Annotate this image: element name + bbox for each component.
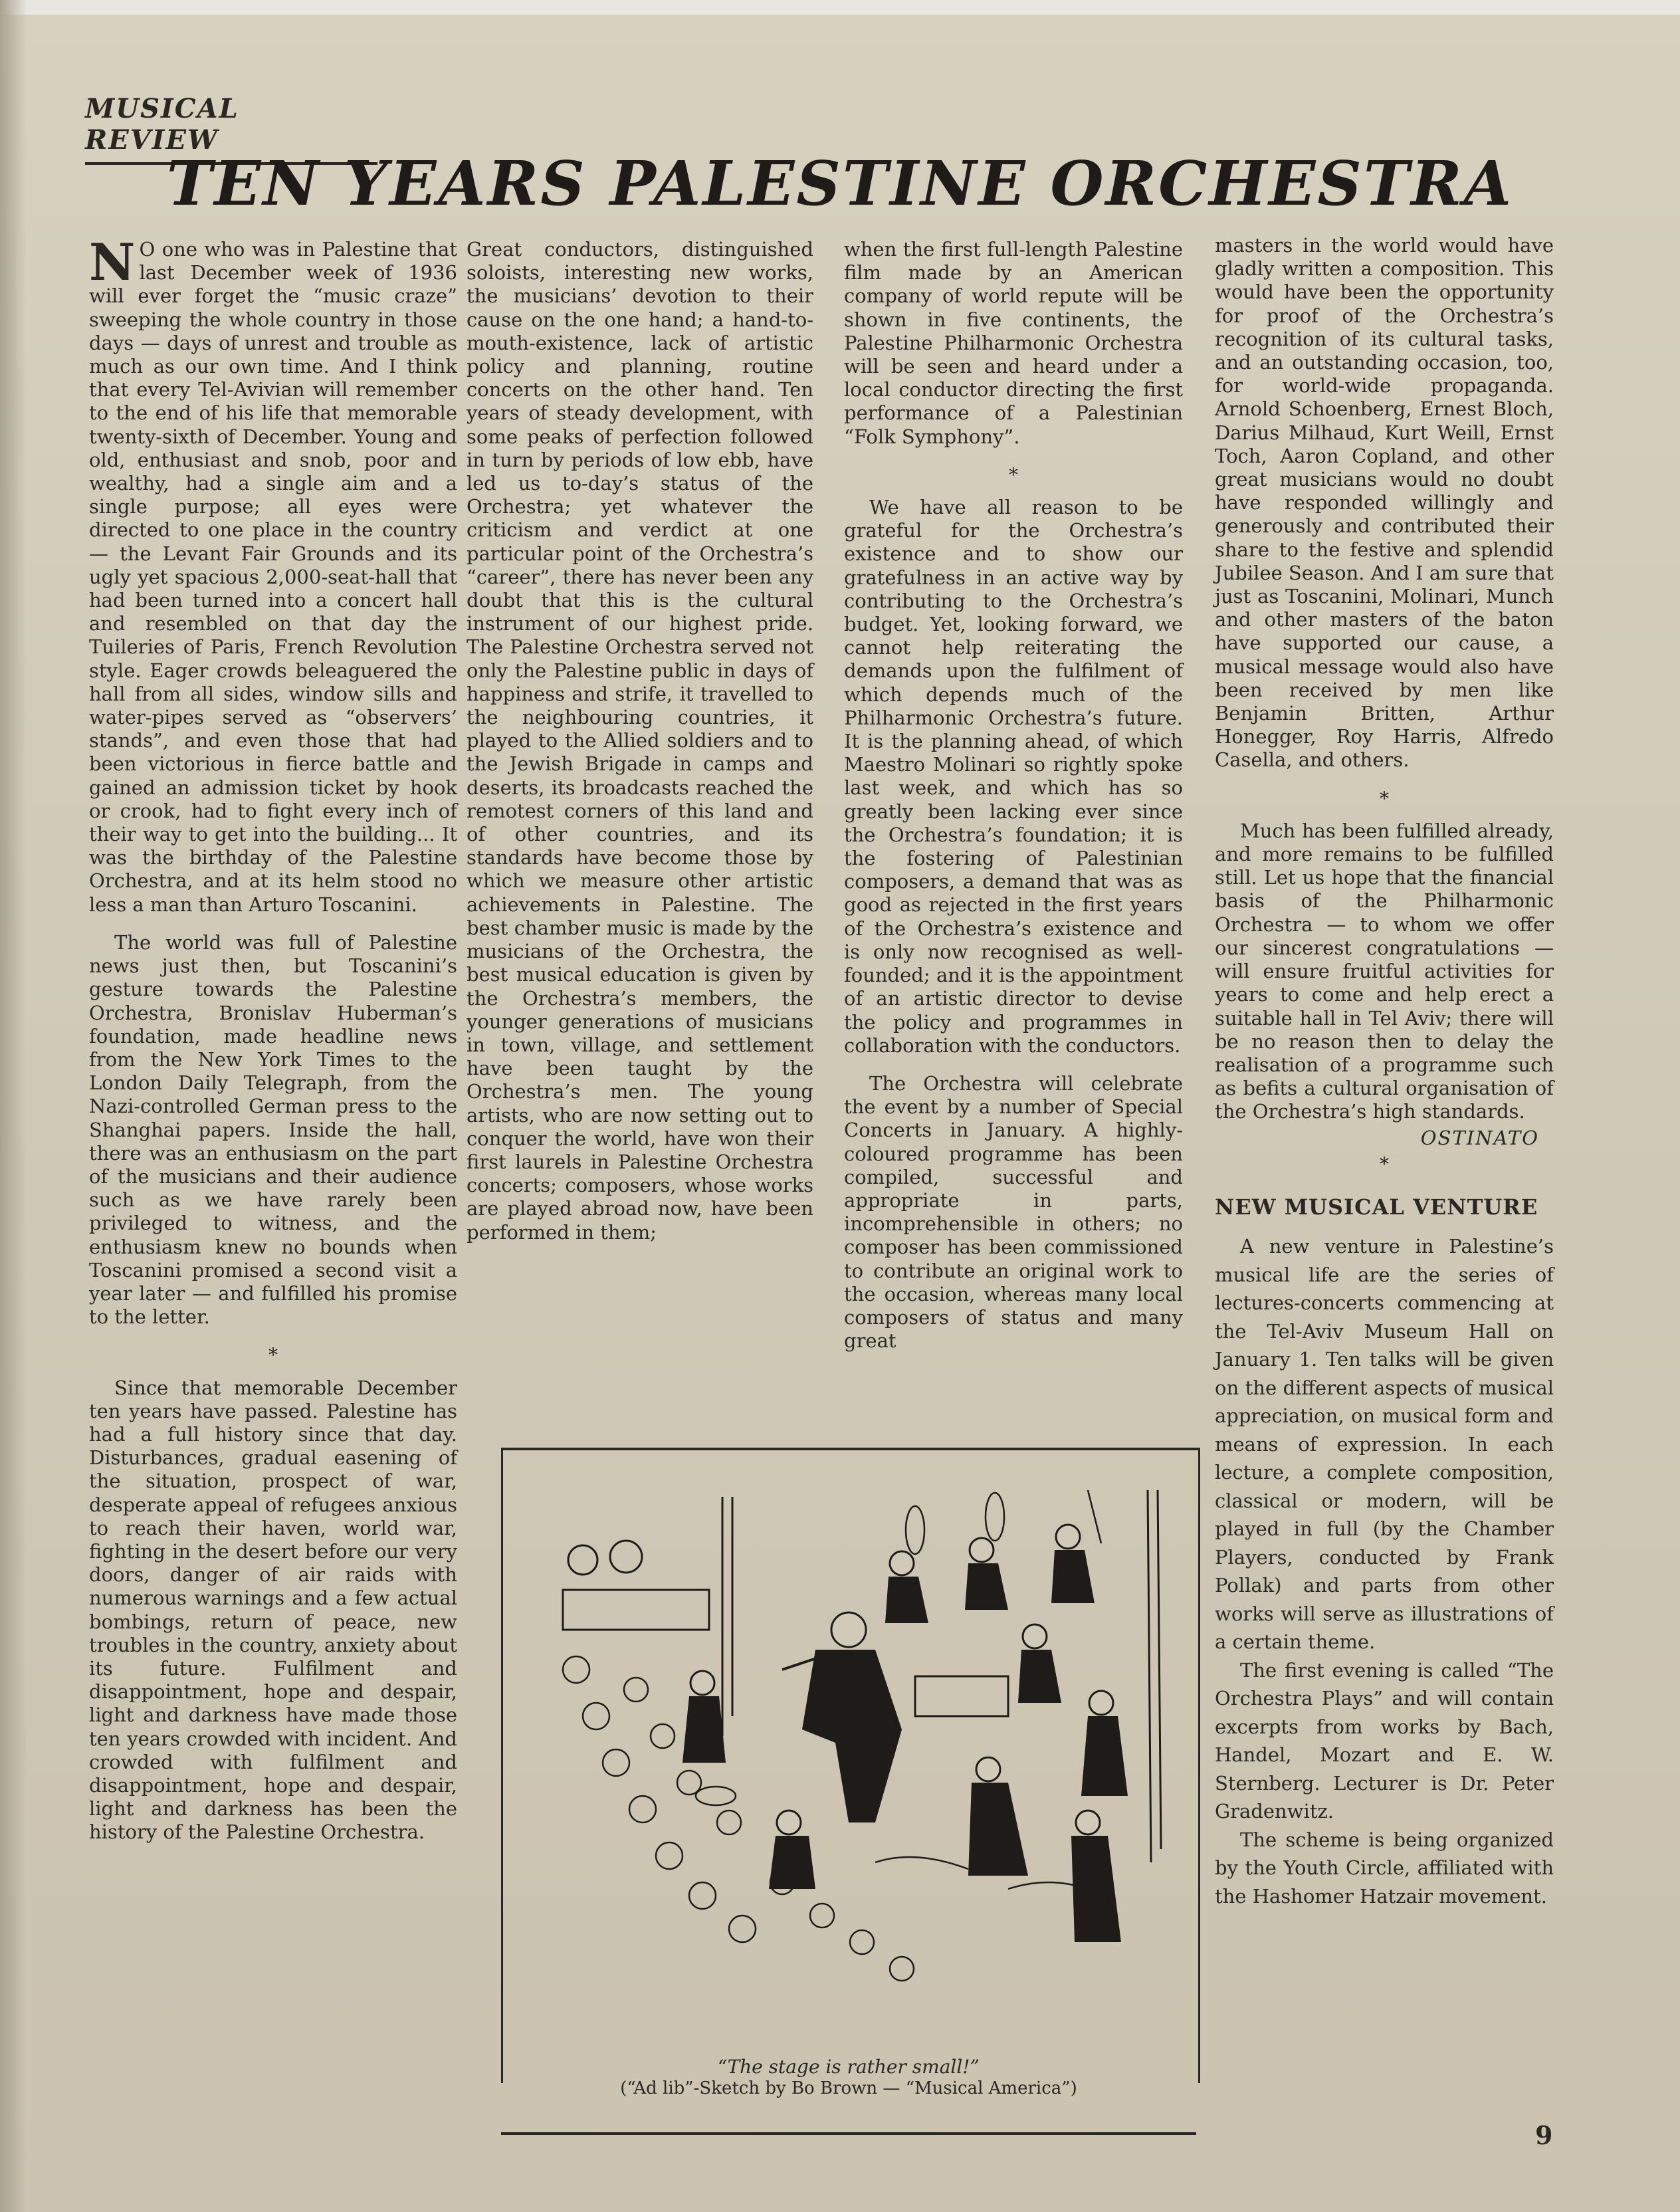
column-3 bbox=[844, 238, 1183, 1367]
illustration-bottom-rule bbox=[501, 2132, 1196, 2135]
col4-paragraph-5: The scheme is being organized by the Youth Circle, affiliated with the Hashomer Hatzair movement. bbox=[1215, 1828, 1554, 1908]
orchestra-cartoon-illustration bbox=[501, 1448, 1200, 2083]
orchestra-cartoon-drawing bbox=[503, 1450, 1194, 2048]
col4-paragraph-1: masters in the world would have gladly written a composition. This would have been the opportunity for proof of the Orchestra’s recognition of its cultural tasks, and an outstanding occasion, too, for world-wide propaganda. Arnold Schoenberg, Ernest Bloch, Darius Milhaud, Kurt Weill, Ernst Toch, Aaron Copland, and other great musicians would no doubt have responded willingly and generously and contributed their share to the festive and splendid Jubilee Season. And I am sure that just as Toscanini, Molinari, Munch and other masters of the baton have supported our cause, a musical message would also have been received by men like Benjamin Britten, Arthur Honegger, Roy Harris, Alfredo Casella, and others. bbox=[1215, 234, 1554, 772]
col1-paragraph-3: Since that memorable December ten years have passed. Palestine has had a full history since that day. Disturbances, gradual easening of the situation, prospect of war, desperate appeal of refugees anxious to reach their haven, world war, fighting in the desert before our very doors, danger of air raids with numerous warnings and a few actual bombings, return of peace, new troubles in the country, anxiety about its future. Fulfilment and disappointment, hope and despair, light and darkness have made those ten years crowded with incident. And crowded with fulfilment and disappointment, hope and despair, light and darkness has been the history of the Palestine Orchestra. bbox=[89, 1376, 457, 1844]
col1-paragraph-1 bbox=[89, 233, 457, 917]
col4-paragraph-4: The first evening is called “The Orchestra Plays” and will contain excerpts from works by Bach, Handel, Mozart and E. W. Sternberg. Lecturer is Dr. Peter Gradenwitz. bbox=[1215, 1658, 1554, 1823]
caption-quote: “The stage is rather small!” bbox=[718, 2056, 980, 2078]
col1-paragraph-2: The world was full of Palestine news just then, but Toscanini’s gesture towards the Palestine Orchestra, Bronislav Huberman’s foundation, made headline news from the New York Times to the London Daily Telegraph, from the Nazi-controlled German press to the Shanghai papers. Inside the hall, there was an enthusiasm on the part of the musicians and their audience such as we have rarely been privileged to witness, and the enthusiasm knew no bounds when Toscanini promised a second visit a year later — and fulfilled his promise to the letter. bbox=[89, 931, 457, 1329]
subsection-heading: NEW MUSICAL VENTURE bbox=[1215, 1194, 1538, 1220]
section-separator-star: * bbox=[1380, 1153, 1389, 1175]
col1-paragraph-1-text: O one who was in Palestine that last December week of 1936 will ever forget the “music craze” sweeping the whole country in those days — days of unrest and trouble as much as our own time. And I think that every Tel-Avivian will remember to the end of his life that memorable twenty-sixth of December. Young and old, enthusiast and snob, poor and wealthy, had a single aim and a single purpose; all eyes were directed to one place in the country — the Levant Fair Grounds and its ugly yet spacious 2,000-seat-hall that had been turned into a concert hall and resembled on that day the Tuileries of Paris, French Revolution style. Eager crowds beleaguered the hall from all sides, window sills and water-pipes served as “observers’ stands”, and even those that had been victorious in fierce battle and gained an admission ticket by hook or crook, had to fight every inch of their way to get into the building... It was the birthday of the Palestine Orchestra, and at its helm stood no less a man than Arturo Toscanini. bbox=[89, 238, 457, 916]
page-fold-shadow bbox=[0, 0, 27, 2212]
section-separator-star: * bbox=[1380, 787, 1389, 810]
col3-paragraph-1: when the first full-length Palestine film made by an American company of world repute will be shown in five continents, the Palestine Philharmonic Orchestra will be seen and heard under a local conductor directing the first performance of a Palestinian “Folk Symphony”. bbox=[844, 238, 1183, 448]
col4-paragraph-2: Much has been fulfilled already, and more remains to be fulfilled still. Let us hope that the financial basis of the Philharmonic Orchestra — to whom we offer our sincerest congratulations — will ensure fruitful activities for years to come and help erect a suitable hall in Tel Aviv; there will be no reason then to delay the realisation of a programme such as befits a cultural organisation of the Orchestra’s high standards. bbox=[1215, 819, 1554, 1123]
col4-paragraph-3: A new venture in Palestine’s musical life are the series of lectures-concerts commencing at the Tel-Aviv Museum Hall on January 1. Ten talks will be given on the different aspects of musical appreciation, on musical form and means of expression. In each lecture, a complete composition, classical or modern, will be played in full (by the Chamber Players, conducted by Frank Pollak) and parts from other works will serve as illustrations of a certain theme. bbox=[1215, 1235, 1554, 1654]
illustration-caption bbox=[501, 2056, 1196, 2099]
caption-credit: (“Ad lib”-Sketch by Bo Brown — “Musical America”) bbox=[620, 2078, 1077, 2098]
col2-paragraph-1: Great conductors, distinguished soloists, interesting new works, the musicians’ devotion to their cause on the one hand; a hand-to-mouth-existence, lack of artistic policy and planning, routine concerts on the other hand. Ten years of steady development, with some peaks of perfection followed in turn by periods of low ebb, have led us to-day’s status of the Orchestra; yet whatever the criticism and verdict at one particular point of the Orchestra’s “career”, there has never been any doubt that this is the cultural instrument of our highest pride. The Palestine Orchestra served not only the Palestine public in days of happiness and strife, it travelled to the neighbouring countries, it played to the Allied soldiers and to the Jewish Brigade in camps and deserts, its broadcasts reached the remotest corners of this land and of other countries, and its standards have become those by which we measure other artistic achievements in Palestine. The best chamber music is made by the musicians of the Orchestra, the best musical education is given by the Orchestra’s members, the younger generations of musicians in town, village, and settlement have been taught by the Orchestra’s men. The young artists, who are now setting out to conquer the world, have won their first laurels in Palestine Orchestra concerts; composers, whose works are played abroad now, have been performed in them; bbox=[467, 238, 813, 1244]
article-headline: TEN YEARS PALESTINE ORCHESTRA bbox=[166, 148, 1514, 219]
venture-article bbox=[1215, 1232, 1554, 1910]
section-separator-star: * bbox=[268, 1344, 278, 1367]
drop-cap: N bbox=[89, 233, 136, 292]
column-4 bbox=[1215, 234, 1554, 1925]
author-signature: OSTINATO bbox=[1420, 1126, 1539, 1149]
section-label: MUSICAL REVIEW bbox=[85, 93, 377, 165]
column-2 bbox=[467, 238, 813, 1259]
col3-paragraph-2: We have all reason to be grateful for the Orchestra’s existence and to show our gratefulness in an active way by contributing to the Orchestra’s budget. Yet, looking forward, we cannot help reiterating the demands upon the fulfilment of which depends much of the Philharmonic Orchestra’s future. It is the planning ahead, of which Maestro Molinari so rightly spoke last week, and which has so greatly been lacking ever since the Orchestra’s foundation; it is the fostering of Palestinian composers, a demand that was as good as rejected in the first years of the Orchestra’s existence and is only now recognised as well-founded; and it is the appointment of an artistic director to devise the policy and programmes in collaboration with the conductors. bbox=[844, 496, 1183, 1057]
section-separator-star: * bbox=[1009, 463, 1018, 486]
col3-paragraph-3: The Orchestra will celebrate the event by a number of Special Concerts in January. A highly-coloured programme has been compiled, successful and appropriate in parts, incomprehensible in others; no composer has been commissioned to contribute an original work to the occasion, whereas many local composers of status and many great bbox=[844, 1071, 1183, 1353]
column-1 bbox=[89, 233, 457, 1859]
page-number: 9 bbox=[1535, 2120, 1553, 2150]
page-top-edge bbox=[0, 0, 1680, 15]
